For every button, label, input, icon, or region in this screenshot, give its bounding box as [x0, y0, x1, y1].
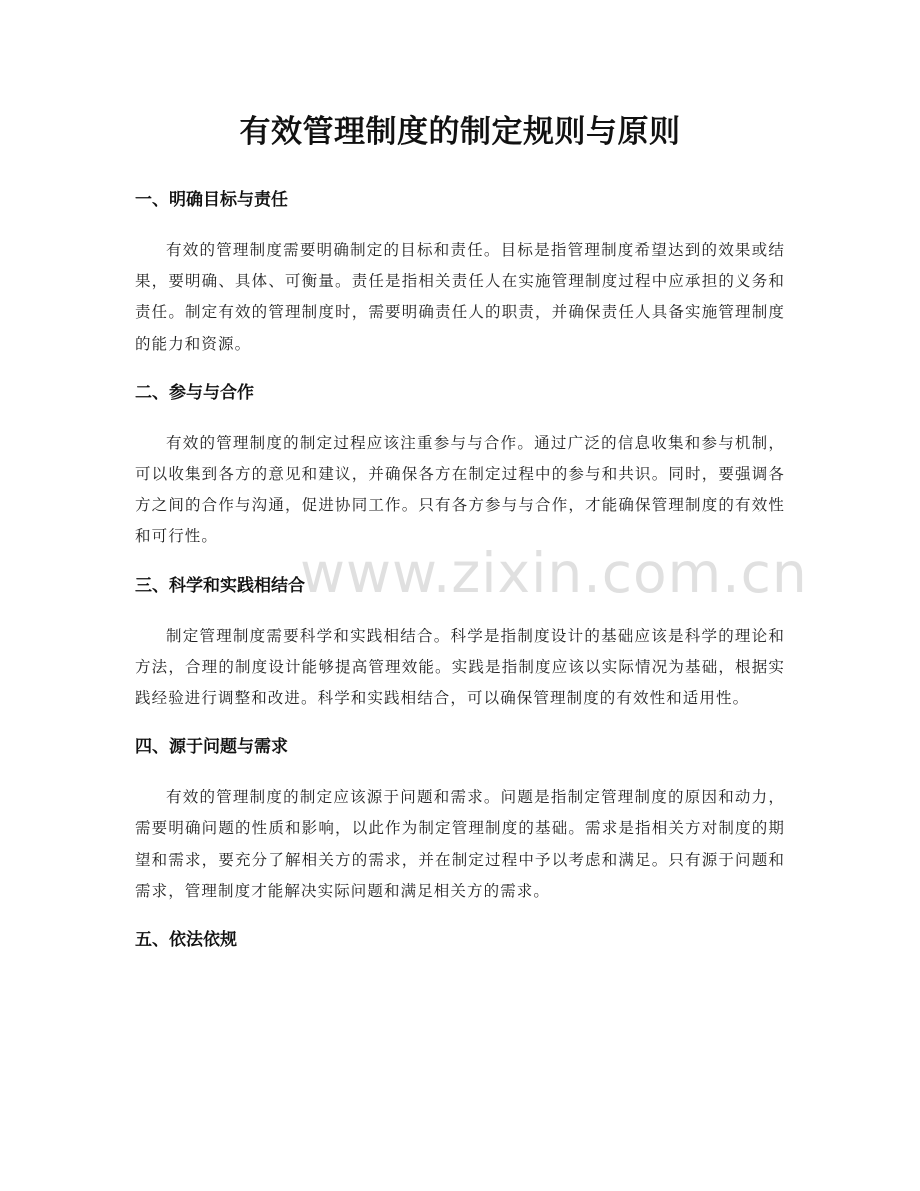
section-heading: 二、参与与合作	[135, 382, 254, 403]
section-heading: 一、明确目标与责任	[135, 190, 288, 210]
section-paragraph: 制定管理制度需要科学和实践相结合。科学是指制度设计的基础应该是科学的理论和方法，合理的制度设计能够提高管理效能。实践是指制度应该以实际情况为基础，根据实践经验进行调整和改进。科学和实践相结合，可以确保管理制度的有效性和适用性。	[135, 626, 785, 708]
section-paragraph: 有效的管理制度需要明确制定的目标和责任。目标是指管理制度希望达到的效果或结果，要明确、具体、可衡量。责任是指相关责任人在实施管理制度过程中应承担的义务和责任。制定有效的管理制度时，需要明确责任人的职责，并确保责任人具备实施管理制度的能力和资源。	[135, 241, 785, 353]
section-2	[135, 381, 785, 553]
section-5	[135, 928, 785, 952]
section-heading: 三、科学和实践相结合	[135, 575, 305, 596]
section-paragraph: 有效的管理制度的制定过程应该注重参与与合作。通过广泛的信息收集和参与机制，可以收集到各方的意见和建议，并确保各方在制定过程中的参与和共识。同时，要强调各方之间的合作与沟通，促进协同工作。只有各方参与与合作，才能确保管理制度的有效性和可行性。	[135, 433, 785, 546]
section-3	[135, 574, 785, 715]
section-heading: 四、源于问题与需求	[135, 737, 288, 758]
section-4	[135, 735, 785, 907]
section-heading: 五、依法依规	[135, 930, 237, 951]
document-title: 有效管理制度的制定规则与原则	[239, 114, 681, 150]
section-paragraph: 有效的管理制度的制定应该源于问题和需求。问题是指制定管理制度的原因和动力，需要明确问题的性质和影响，以此作为制定管理制度的基础。需求是指相关方对制度的期望和需求，要充分了解相关方的需求，并在制定过程中予以考虑和满足。只有源于问题和需求，管理制度才能解决实际问题和满足相关方的需求。	[135, 788, 785, 900]
watermark-text: www.zixin.com.cn	[300, 541, 808, 605]
section-1	[135, 188, 785, 360]
